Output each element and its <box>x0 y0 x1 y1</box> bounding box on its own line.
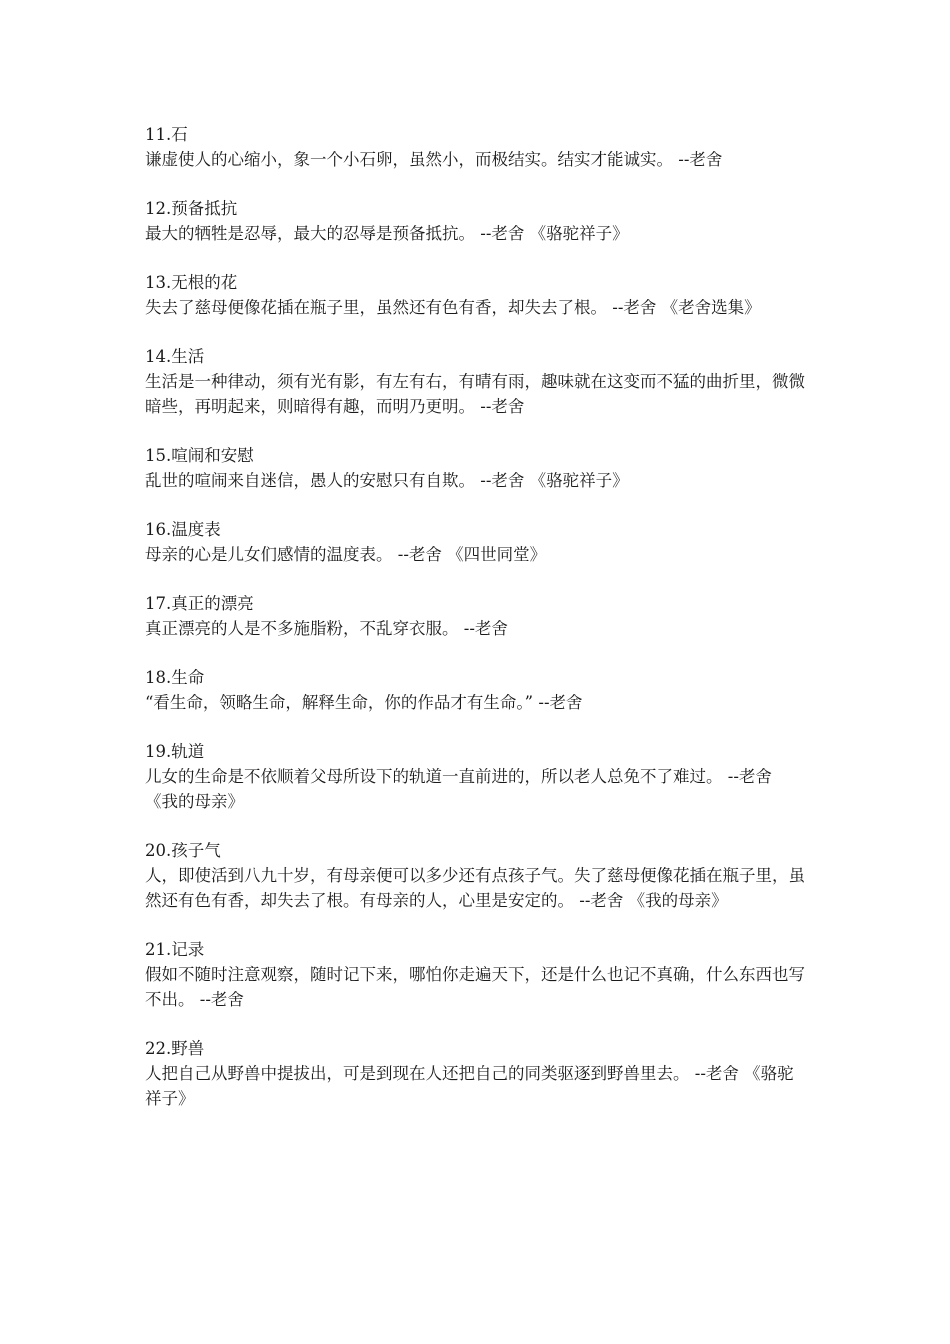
quote-text: 人把自己从野兽中提拔出，可是到现在人还把自己的同类驱逐到野兽里去。 --老舍 《骆驼祥子》 <box>145 1064 794 1108</box>
quote-entry <box>145 517 810 567</box>
quote-title: 13.无根的花 <box>145 273 238 292</box>
quote-entry <box>145 665 810 715</box>
quote-text: 假如不随时注意观察，随时记下来，哪怕你走遍天下，还是什么也记不真确，什么东西也写不出。 --老舍 <box>145 965 805 1009</box>
quote-entry <box>145 344 810 419</box>
quote-title: 20.孩子气 <box>145 841 221 860</box>
quote-text: 最大的牺牲是忍辱，最大的忍辱是预备抵抗。 --老舍 《骆驼祥子》 <box>145 224 629 243</box>
quote-text: 失去了慈母便像花插在瓶子里，虽然还有色有香，却失去了根。 --老舍 《老舍选集》 <box>145 298 761 317</box>
quote-entry <box>145 937 810 1012</box>
quote-text: 人，即使活到八九十岁，有母亲便可以多少还有点孩子气。失了慈母便像花插在瓶子里，虽然还有色有香，却失去了根。有母亲的人，心里是安定的。 --老舍 《我的母亲》 <box>145 866 805 910</box>
quote-title: 14.生活 <box>145 347 205 366</box>
quote-entry <box>145 739 810 814</box>
quote-title: 22.野兽 <box>145 1039 205 1058</box>
quote-text: 母亲的心是儿女们感情的温度表。 --老舍 《四世同堂》 <box>145 545 547 564</box>
quote-text: 生活是一种律动，须有光有影，有左有右，有晴有雨，趣味就在这变而不猛的曲折里，微微暗些，再明起来，则暗得有趣，而明乃更明。 --老舍 <box>145 372 805 416</box>
quote-title: 12.预备抵抗 <box>145 199 238 218</box>
quote-text: 乱世的喧闹来自迷信，愚人的安慰只有自欺。 --老舍 《骆驼祥子》 <box>145 471 629 490</box>
quote-title: 17.真正的漂亮 <box>145 594 254 613</box>
quote-title: 21.记录 <box>145 940 205 959</box>
quote-entry <box>145 1036 810 1111</box>
quote-entry <box>145 838 810 913</box>
quote-text: “看生命，领略生命，解释生命，你的作品才有生命。” --老舍 <box>145 693 583 712</box>
document-page <box>145 122 810 1135</box>
quote-entry <box>145 196 810 246</box>
quote-text: 真正漂亮的人是不多施脂粉，不乱穿衣服。 --老舍 <box>145 619 508 638</box>
quote-title: 16.温度表 <box>145 520 221 539</box>
quote-entry <box>145 122 810 172</box>
quote-text: 谦虚使人的心缩小，象一个小石卵，虽然小，而极结实。结实才能诚实。 --老舍 <box>145 150 723 169</box>
quote-entry <box>145 591 810 641</box>
quote-text: 儿女的生命是不依顺着父母所设下的轨道一直前进的，所以老人总免不了难过。 --老舍 《我的母亲》 <box>145 767 772 811</box>
quote-title: 19.轨道 <box>145 742 205 761</box>
quote-entry <box>145 270 810 320</box>
quote-title: 11.石 <box>145 125 188 144</box>
quote-title: 15.喧闹和安慰 <box>145 446 254 465</box>
quote-entry <box>145 443 810 493</box>
quote-title: 18.生命 <box>145 668 205 687</box>
